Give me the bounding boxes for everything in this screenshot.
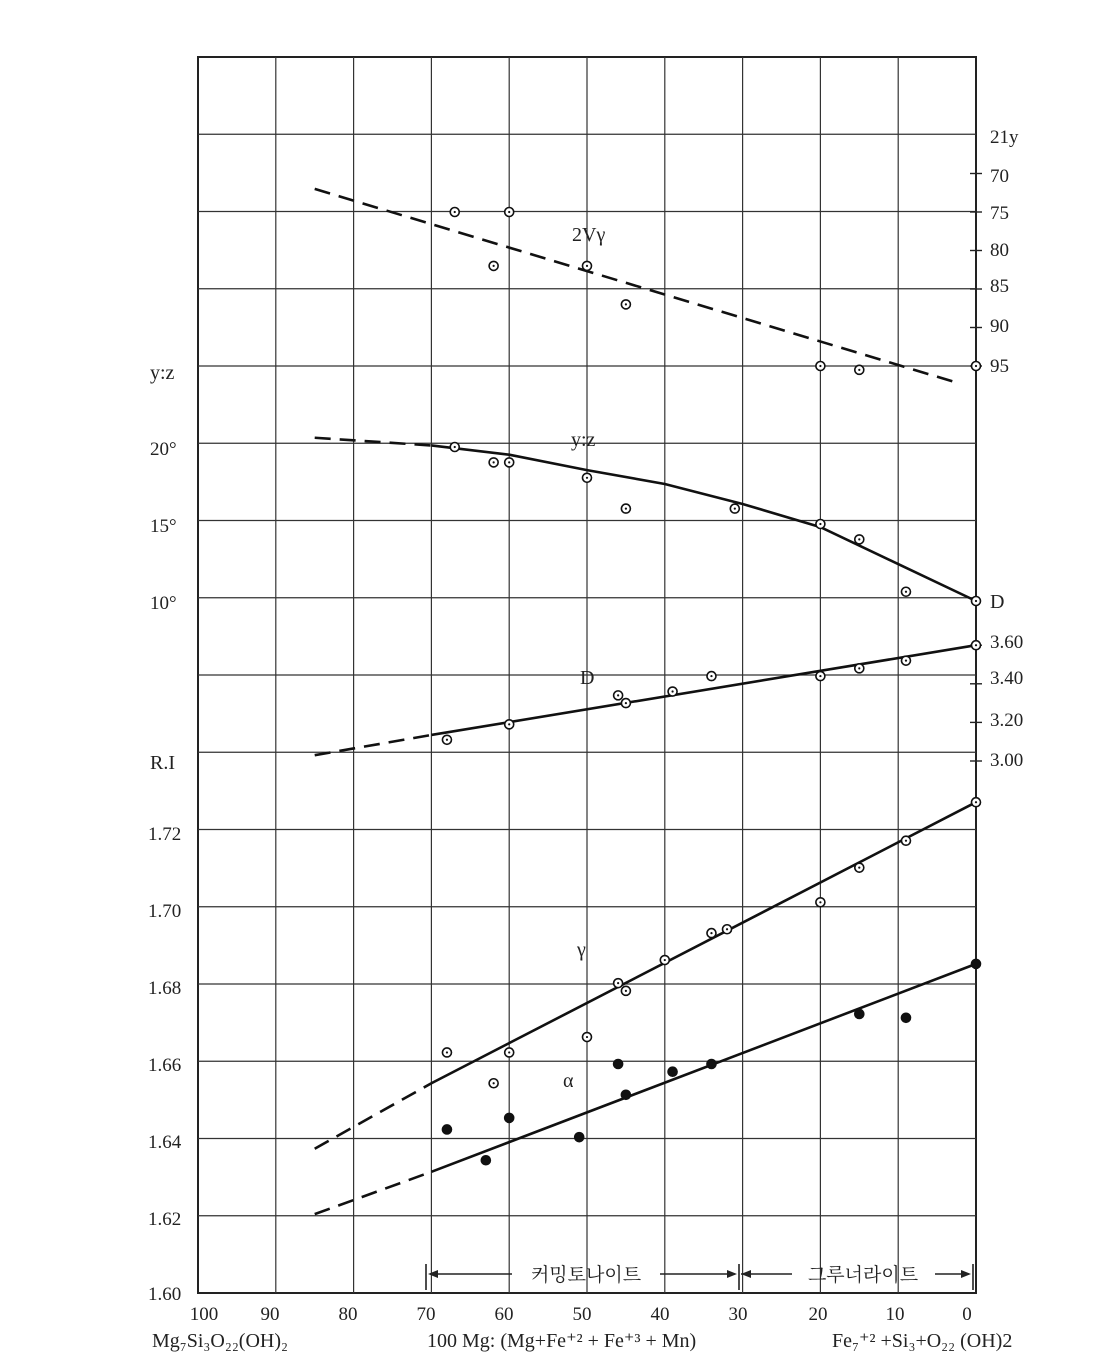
- point-center: [819, 523, 821, 525]
- data-point-series-1-6: [816, 520, 825, 529]
- data-point-series-3-11: [901, 836, 910, 845]
- data-point-series-4-6: [668, 1067, 677, 1076]
- data-point-series-0-0: [450, 208, 459, 217]
- data-point-series-4-3: [575, 1133, 584, 1142]
- point-center: [975, 600, 977, 602]
- data-point-series-3-0: [442, 1048, 451, 1057]
- point-center: [446, 739, 448, 741]
- x-tick-40: 40: [650, 1304, 670, 1325]
- data-point-series-1-4: [621, 504, 630, 513]
- data-point-series-2-1: [505, 720, 514, 729]
- point-center: [586, 1036, 588, 1038]
- data-point-series-2-4: [668, 687, 677, 696]
- right-tick-d-300: 3.00: [990, 750, 1024, 771]
- point-marker: [481, 1156, 490, 1165]
- point-marker: [614, 1060, 623, 1069]
- point-center: [858, 538, 860, 540]
- point-center: [508, 723, 510, 725]
- x-tick-10: 10: [885, 1304, 905, 1325]
- data-point-series-4-9: [901, 1013, 910, 1022]
- x-tick-100: 100: [189, 1304, 219, 1325]
- left-tick-ri-162: 1.62: [148, 1209, 182, 1230]
- left-tick-ri-168: 1.68: [148, 978, 182, 999]
- data-point-series-1-3: [583, 473, 592, 482]
- point-marker: [575, 1133, 584, 1142]
- data-point-series-0-1: [489, 261, 498, 270]
- point-center: [975, 801, 977, 803]
- point-center: [508, 461, 510, 463]
- point-center: [454, 446, 456, 448]
- data-point-series-0-7: [972, 362, 981, 371]
- series-label-yz: y:z: [571, 429, 596, 451]
- data-point-series-3-5: [621, 986, 630, 995]
- point-center: [671, 690, 673, 692]
- data-point-series-4-10: [972, 959, 981, 968]
- point-center: [617, 694, 619, 696]
- point-center: [858, 867, 860, 869]
- data-point-series-2-7: [855, 664, 864, 673]
- point-center: [493, 461, 495, 463]
- data-point-series-4-1: [481, 1156, 490, 1165]
- point-marker: [668, 1067, 677, 1076]
- series-label-d: D: [580, 667, 595, 689]
- point-marker: [855, 1009, 864, 1018]
- point-marker: [621, 1090, 630, 1099]
- right-tick-2v-75: 75: [990, 203, 1009, 224]
- point-center: [625, 702, 627, 704]
- data-point-series-3-2: [505, 1048, 514, 1057]
- data-point-series-2-9: [972, 641, 981, 650]
- series-label-alpha: α: [563, 1070, 574, 1092]
- fit-dashed-series-0: [315, 189, 953, 382]
- x-label-right: Fe₇⁺² +Si₃+O₂₂ (OH)2: [832, 1330, 1013, 1352]
- point-center: [734, 508, 736, 510]
- point-marker: [901, 1013, 910, 1022]
- left-tick-ri-172: 1.72: [148, 824, 182, 845]
- data-point-series-4-4: [614, 1060, 623, 1069]
- range-label-grunerite: 그루너라이트: [807, 1264, 919, 1286]
- point-center: [446, 1051, 448, 1053]
- data-point-series-4-8: [855, 1009, 864, 1018]
- right-tick-d-340: 3.40: [990, 668, 1024, 689]
- data-point-series-2-3: [621, 699, 630, 708]
- right-tick-2v-70: 70: [990, 166, 1009, 187]
- left-tick-ri-164: 1.64: [148, 1132, 182, 1153]
- x-tick-90: 90: [260, 1304, 280, 1325]
- fit-dashed-series-4: [315, 1172, 432, 1214]
- x-tick-60: 60: [494, 1304, 514, 1325]
- point-center: [905, 660, 907, 662]
- series-label-gamma: γ: [577, 939, 586, 961]
- point-center: [975, 365, 977, 367]
- x-tick-70: 70: [416, 1304, 436, 1325]
- data-point-series-3-4: [614, 979, 623, 988]
- point-center: [858, 369, 860, 371]
- left-label-yz: y:z: [150, 362, 175, 384]
- data-point-series-1-7: [855, 535, 864, 544]
- left-tick-ri-166: 1.66: [148, 1055, 182, 1076]
- fit-lines: [315, 189, 976, 1214]
- x-tick-50: 50: [572, 1304, 592, 1325]
- data-point-series-1-8: [901, 587, 910, 596]
- point-center: [586, 265, 588, 267]
- data-point-series-0-2: [505, 208, 514, 217]
- right-label-d: D: [990, 591, 1005, 613]
- right-tick-2v-80: 80: [990, 240, 1009, 261]
- left-tick-ri-160: 1.60: [148, 1284, 182, 1305]
- point-center: [975, 644, 977, 646]
- data-point-series-2-2: [614, 691, 623, 700]
- point-center: [710, 932, 712, 934]
- point-center: [617, 982, 619, 984]
- point-center: [625, 508, 627, 510]
- point-center: [454, 211, 456, 213]
- right-tick-d-360: 3.60: [990, 632, 1024, 653]
- fit-solid-series-4: [431, 964, 976, 1172]
- data-point-series-1-2: [505, 458, 514, 467]
- data-point-series-0-5: [816, 362, 825, 371]
- point-center: [493, 1082, 495, 1084]
- fit-solid-series-3: [431, 802, 976, 1083]
- data-point-series-3-8: [723, 925, 732, 934]
- left-tick-ri-170: 1.70: [148, 901, 182, 922]
- data-point-series-3-12: [972, 798, 981, 807]
- x-tick-20: 20: [808, 1304, 828, 1325]
- data-point-series-1-5: [730, 504, 739, 513]
- data-point-series-4-2: [505, 1113, 514, 1122]
- x-tick-0: 0: [962, 1304, 972, 1325]
- point-center: [508, 211, 510, 213]
- right-tick-2v-95: 95: [990, 356, 1009, 377]
- data-point-series-3-7: [707, 929, 716, 938]
- point-marker: [442, 1125, 451, 1134]
- point-center: [508, 1051, 510, 1053]
- data-point-series-4-0: [442, 1125, 451, 1134]
- fit-dashed-series-1: [315, 438, 432, 446]
- data-point-series-1-9: [972, 597, 981, 606]
- data-point-series-3-3: [583, 1033, 592, 1042]
- data-point-series-4-7: [707, 1060, 716, 1069]
- right-tick-2v-85: 85: [990, 276, 1009, 297]
- data-point-series-4-5: [621, 1090, 630, 1099]
- x-label-left: Mg₇Si₃O₂₂(OH)₂: [152, 1330, 288, 1352]
- point-center: [664, 959, 666, 961]
- point-center: [586, 477, 588, 479]
- data-point-series-2-5: [707, 672, 716, 681]
- left-tick-yz-20: 20°: [150, 439, 177, 460]
- point-center: [819, 675, 821, 677]
- point-marker: [707, 1060, 716, 1069]
- point-center: [726, 928, 728, 930]
- point-marker: [505, 1113, 514, 1122]
- left-tick-yz-10: 10°: [150, 593, 177, 614]
- data-point-series-1-1: [489, 458, 498, 467]
- data-point-series-3-10: [855, 863, 864, 872]
- right-tick-d-320: 3.20: [990, 710, 1024, 731]
- point-center: [625, 303, 627, 305]
- point-center: [493, 265, 495, 267]
- range-label-cummingtonite: 커밍토나이트: [530, 1264, 642, 1286]
- right-tick-2v-90: 90: [990, 316, 1009, 337]
- point-center: [819, 901, 821, 903]
- left-label-ri: R.I: [150, 752, 175, 774]
- point-center: [819, 365, 821, 367]
- data-point-series-2-8: [901, 656, 910, 665]
- series-label-2v: 2Vγ: [572, 224, 606, 246]
- point-marker: [972, 959, 981, 968]
- x-tick-30: 30: [728, 1304, 748, 1325]
- data-point-series-2-0: [442, 735, 451, 744]
- point-center: [710, 675, 712, 677]
- data-point-series-3-6: [660, 956, 669, 965]
- data-point-series-1-0: [450, 443, 459, 452]
- x-tick-80: 80: [338, 1304, 358, 1325]
- data-point-series-0-4: [621, 300, 630, 309]
- x-label-center: 100 Mg: (Mg+Fe⁺² + Fe⁺³ + Mn): [427, 1330, 697, 1352]
- right-tick-2v-21y: 21y: [990, 127, 1019, 148]
- point-center: [905, 840, 907, 842]
- data-point-series-3-1: [489, 1079, 498, 1088]
- data-point-series-2-6: [816, 672, 825, 681]
- point-center: [625, 990, 627, 992]
- data-point-series-0-3: [583, 261, 592, 270]
- fit-solid-series-1: [431, 445, 976, 601]
- point-center: [858, 667, 860, 669]
- left-tick-yz-15: 15°: [150, 516, 177, 537]
- data-points: [442, 208, 980, 1165]
- data-point-series-3-9: [816, 898, 825, 907]
- point-center: [905, 591, 907, 593]
- data-point-series-0-6: [855, 365, 864, 374]
